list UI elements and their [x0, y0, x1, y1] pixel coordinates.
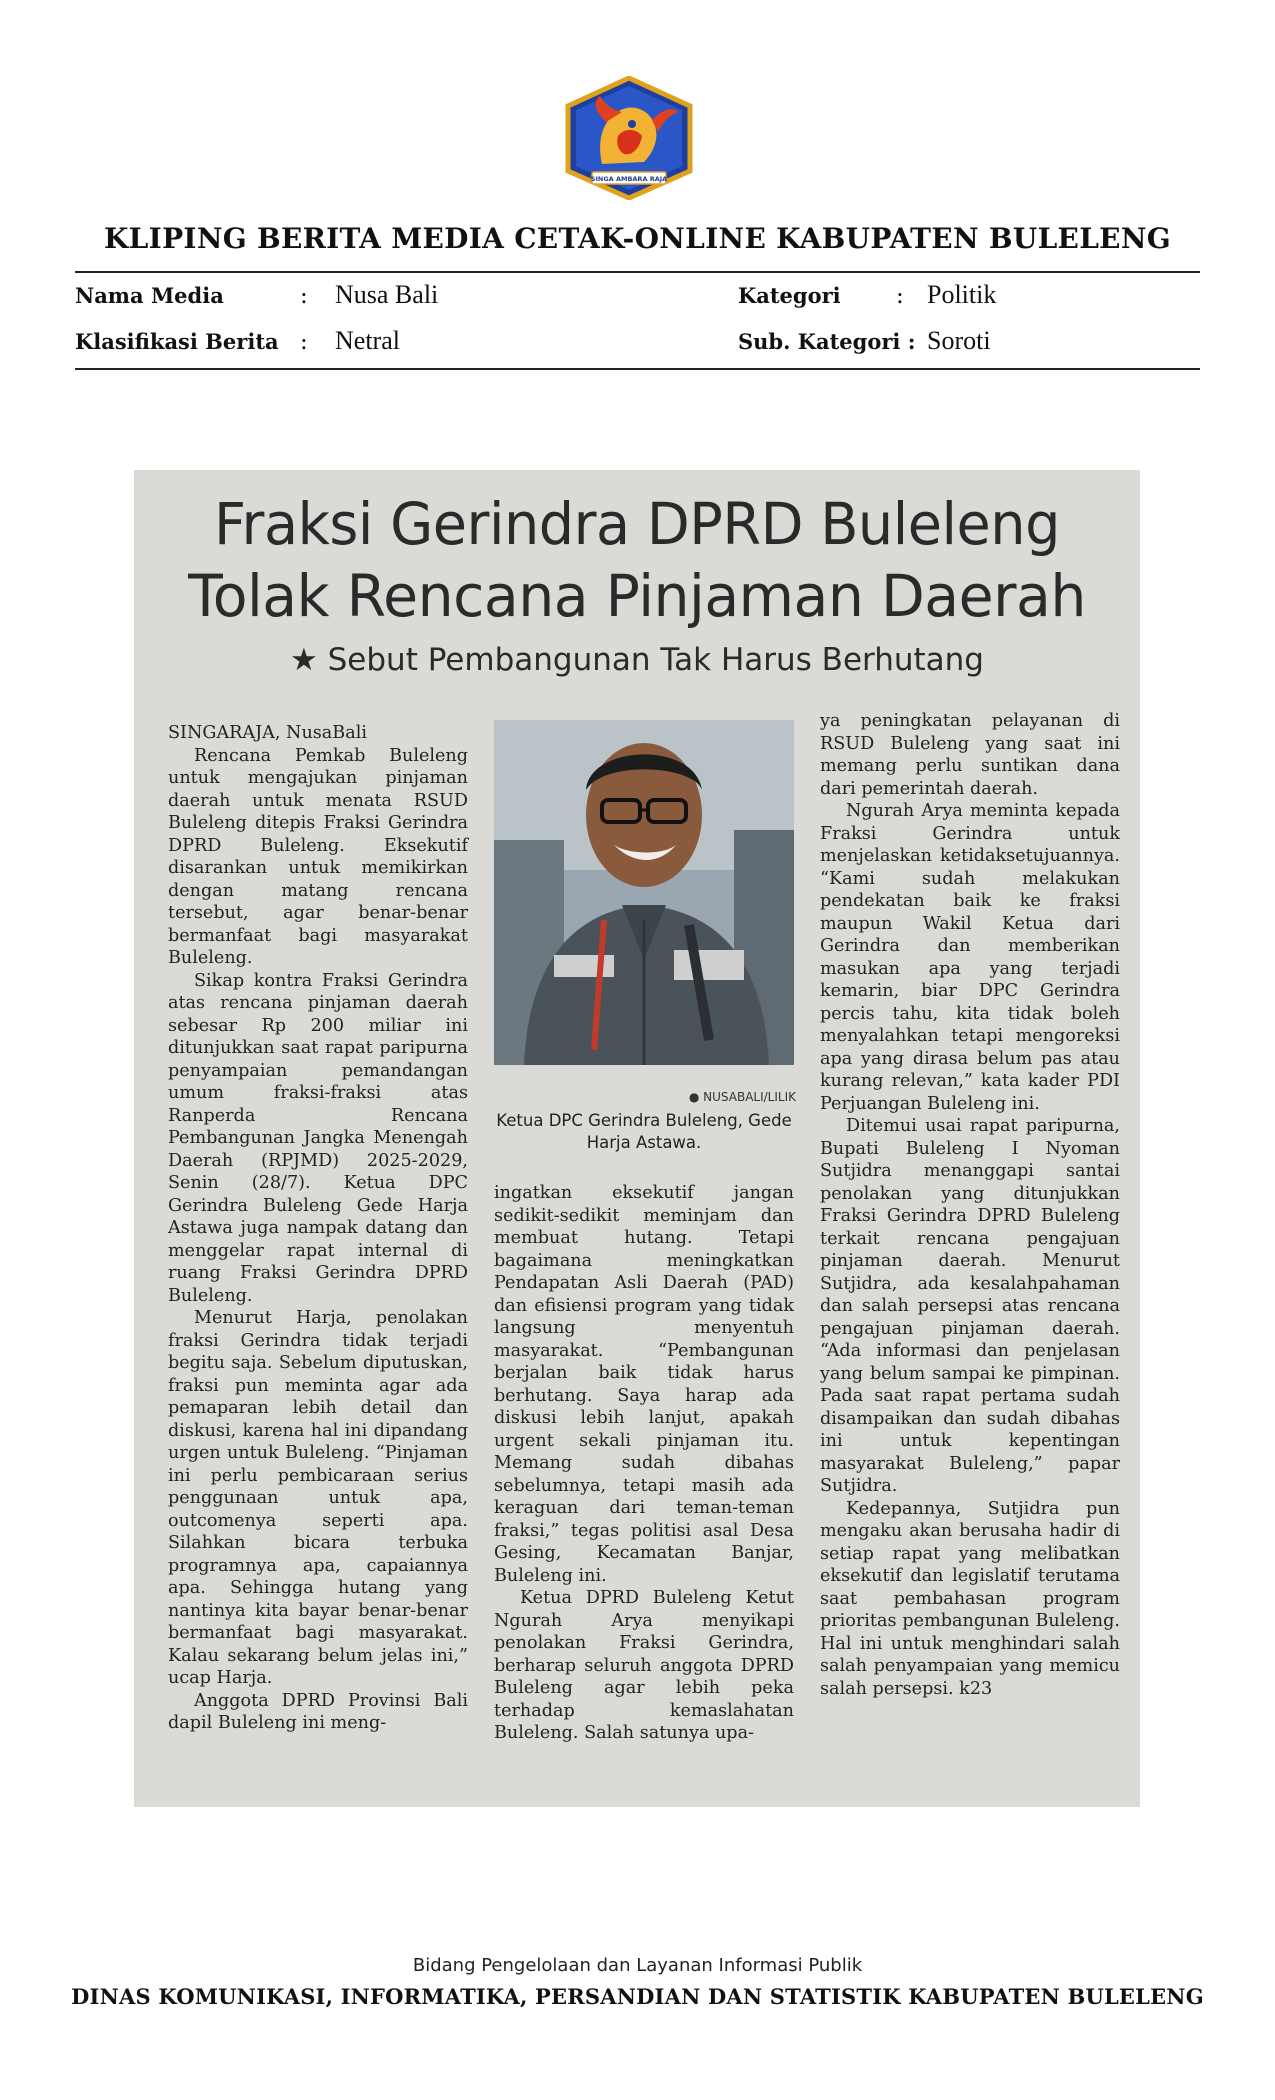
photo-credit: ● NUSABALI/LILIK — [688, 1090, 796, 1104]
newspaper-clipping — [134, 470, 1140, 1807]
article-column-3 — [820, 710, 1120, 1700]
footer-agency: DINAS KOMUNIKASI, INFORMATIKA, PERSANDIAN DAN STATISTIK KABUPATEN BULELENG — [71, 1984, 1204, 2009]
sub-kategori-value: Soroti — [927, 326, 991, 355]
article-paragraph: Rencana Pemkab Buleleng untuk mengajukan pinjaman daerah untuk menata RSUD Buleleng ditepis Fraksi Gerindra DPRD Buleleng. Eksekutif disarankan untuk memikirkan dengan matang rencana tersebut, agar benar-benar bermanfaat bagi masyarakat Buleleng. — [168, 745, 468, 968]
article-paragraph: Menurut Harja, penolakan fraksi Gerindra tidak terjadi begitu saja. Sebelum diputuskan, fraksi pun meminta agar ada pemaparan lebih detail dan diskusi, karena hal ini dipandang urgen untuk Buleleng. “Pinjaman ini perlu pembicaraan serius penggunaan untuk apa, outcomenya seperti apa. Silahkan bicara terbuka programnya apa, capaiannya apa. Sehingga hutang yang nantinya kita bayar benar-benar bermanfaat bagi masyarakat. Kalau sekarang belum jelas ini,” ucap Harja. — [168, 1308, 468, 1688]
kategori-label: Kategori — [738, 283, 841, 308]
article-paragraph: Kedepannya, Sutjidra pun mengaku akan berusaha hadir di setiap rapat yang melibatkan eksekutif dan legislatif terutama saat pembahasan program prioritas pembangunan Buleleng. Hal ini untuk menghindari salah salah penyampaian yang memicu salah persepsi. k23 — [820, 1498, 1120, 1699]
nama-media-colon: : — [300, 283, 308, 309]
article-paragraph: Ngurah Arya meminta kepada Fraksi Gerindra untuk menjelaskan ketidaksetujuannya. “Kami sudah melakukan pendekatan baik ke fraksi maupun Wakil Ketua dari Gerindra dan memberikan masukan apa yang terjadi kemarin, biar DPC Gerindra percis tahu, kita tidak boleh menyalahkan tetapi mengoreksi apa yang dirasa belum pas atau kurang relevan,” kata kader PDI Perjuangan Buleleng ini. — [820, 801, 1120, 1114]
header-divider-bottom — [75, 368, 1200, 370]
sub-kategori-label: Sub. Kategori : — [738, 329, 916, 354]
article-column-1 — [168, 722, 468, 1735]
article-paragraph: ya peningkatan pelayanan di RSUD Buleleng yang saat ini memang perlu suntikan dana dari pemerintah daerah. — [820, 711, 1120, 799]
article-headline-line2: Tolak Rencana Pinjaman Daerah — [188, 562, 1086, 630]
article-paragraph: Ditemui usai rapat paripurna, Bupati Buleleng I Nyoman Sutjidra menanggapi santai penolakan yang ditunjukkan Fraksi Gerindra DPRD Buleleng terkait rencana pengajuan pinjaman daerah. Menurut Sutjidra, ada kesalahpahaman dan salah persepsi atas rencana pengajuan pinjaman daerah. “Ada informasi dan penjelasan yang belum sampai ke pimpinan. Pada saat rapat pertama sudah disampaikan dan sudah dibahas ini untuk kepentingan masyarakat Buleleng,” papar Sutjidra. — [820, 1116, 1120, 1496]
article-paragraph: ingatkan eksekutif jangan sedikit-sedikit meminjam dan membuat hutang. Tetapi bagaimana meningkatkan Pendapatan Asli Daerah (PAD) dan efisiensi program yang tidak langsung menyentuh masyarakat. “Pembangunan berjalan baik tidak harus berhutang. Saya harap ada diskusi lebih lanjut, apakah urgent sekali pinjaman itu. Memang sudah dibahas sebelumnya, tetapi masih ada keraguan dari teman-teman fraksi,” tegas politisi asal Desa Gesing, Kecamatan Banjar, Buleleng ini. — [494, 1183, 794, 1586]
article-paragraph: Anggota DPRD Provinsi Bali dapil Buleleng ini meng- — [168, 1690, 468, 1733]
nama-media-label: Nama Media — [75, 283, 224, 308]
article-paragraph: Ketua DPRD Buleleng Ketut Ngurah Arya menyikapi penolakan Fraksi Gerindra, berharap seluruh anggota DPRD Buleleng agar lebih peka terhadap kemaslahatan Buleleng. Salah satunya upa- — [494, 1588, 794, 1743]
logo-motto-text: SINGA AMBARA RAJA — [590, 175, 668, 183]
buleleng-emblem-logo — [562, 76, 696, 200]
footer-division: Bidang Pengelolaan dan Layanan Informasi Publik — [412, 1955, 863, 1976]
article-subheadline: ★ Sebut Pembangunan Tak Harus Berhutang — [289, 642, 984, 678]
article-column-2 — [494, 1182, 794, 1745]
article-photo — [494, 720, 794, 1065]
header-divider-top — [75, 271, 1200, 273]
klasifikasi-berita-colon: : — [300, 329, 308, 355]
kategori-colon: : — [896, 283, 904, 309]
klasifikasi-berita-label: Klasifikasi Berita — [75, 329, 279, 354]
photo-caption: Ketua DPC Gerindra Buleleng, Gede Harja Astawa. — [496, 1111, 792, 1152]
article-dateline: SINGARAJA, NusaBali — [168, 723, 367, 743]
nama-media-value: Nusa Bali — [335, 280, 439, 309]
page-title: KLIPING BERITA MEDIA CETAK-ONLINE KABUPATEN BULELENG — [104, 222, 1171, 255]
article-headline-line1: Fraksi Gerindra DPRD Buleleng — [214, 490, 1060, 558]
klasifikasi-berita-value: Netral — [335, 326, 400, 355]
kategori-value: Politik — [927, 280, 997, 309]
article-paragraph: Sikap kontra Fraksi Gerindra atas rencana pinjaman daerah sebesar Rp 200 miliar ini ditunjukkan saat rapat paripurna penyampaian pemandangan umum fraksi-fraksi atas Ranperda Rencana Pembangunan Jangka Menengah Daerah (RPJMD) 2025-2029, Senin (28/7). Ketua DPC Gerindra Buleleng Gede Harja Astawa juga nampak datang dan menggelar rapat internal di ruang Fraksi Gerindra DPRD Buleleng. — [168, 970, 468, 1306]
